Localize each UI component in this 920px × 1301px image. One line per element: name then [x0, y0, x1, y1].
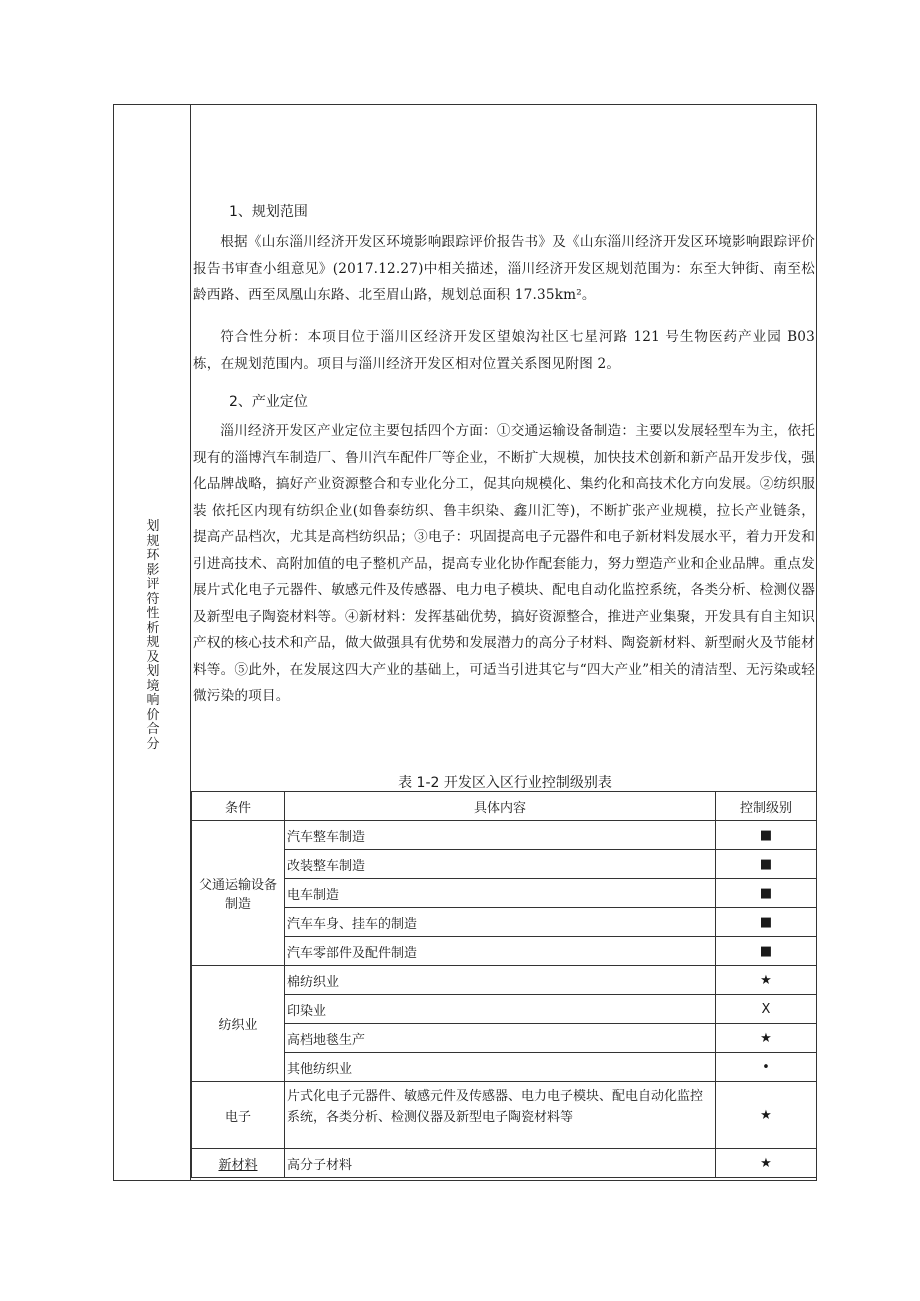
row-item: 棉纺织业 — [285, 966, 716, 995]
table-row — [192, 1053, 817, 1082]
row-level: • — [716, 1053, 817, 1082]
table-row — [192, 850, 817, 879]
row-item: 片式化电子元器件、敏感元件及传感器、电力电子模块、配电自动化监控系统，各类分析、检测仪器及新型电子陶瓷材料等 — [285, 1082, 716, 1149]
table-row — [192, 937, 817, 966]
row-item: 汽车整车制造 — [285, 821, 716, 850]
table-row — [192, 966, 817, 995]
table-row — [192, 879, 817, 908]
side-label-char: 符 — [146, 591, 160, 607]
group-transport: 父通运输设备制造 — [192, 821, 285, 966]
row-level: ★ — [716, 1082, 817, 1149]
side-label-char: 价 — [146, 707, 160, 723]
row-level: X — [716, 995, 817, 1024]
row-item: 印染业 — [285, 995, 716, 1024]
group-materials: 新材料 — [192, 1149, 285, 1178]
side-label-char: 规 — [146, 533, 160, 549]
section1-para1: 根据《山东淄川经济开发区环境影响跟踪评价报告书》及《山东淄川经济开发区环境影响跟踪评价报告书审查小组意见》(2017.12.27)中相关描述，淄川经济开发区规划范围为：东至大钟街、南至松龄西路、西至凤凰山东路、北至眉山路，规划总面积 17.35km²。 — [193, 234, 815, 303]
row-item: 其他纺织业 — [285, 1053, 716, 1082]
side-label-char: 划 — [146, 664, 160, 679]
header-level: 控制级别 — [716, 792, 817, 821]
side-label-char: 境 — [146, 678, 160, 694]
side-label-char: 划 — [146, 519, 160, 534]
group-textile: 纺织业 — [192, 966, 285, 1082]
row-level: ■ — [716, 821, 817, 850]
side-label-char: 环 — [146, 548, 160, 563]
row-level: ■ — [716, 937, 817, 966]
group-electronics: 电子 — [192, 1082, 285, 1149]
section1-heading: 1、规划范围 — [229, 204, 308, 220]
table-caption: 表 1-2 开发区入区行业控制级别表 — [398, 775, 612, 791]
table-header-row — [192, 792, 817, 821]
table-row — [192, 995, 817, 1024]
table-row — [192, 1082, 817, 1149]
row-level: ■ — [716, 908, 817, 937]
table-row — [192, 1024, 817, 1053]
table-row — [192, 908, 817, 937]
control-level-table — [191, 791, 817, 1178]
header-content: 具体内容 — [285, 792, 716, 821]
table-row — [192, 1149, 817, 1178]
side-label-char: 及 — [146, 649, 160, 665]
row-level: ★ — [716, 1149, 817, 1178]
side-label-char: 析 — [146, 620, 160, 636]
side-label-char: 响 — [146, 693, 160, 708]
row-level: ■ — [716, 850, 817, 879]
side-label-char: 影 — [146, 562, 160, 578]
row-item: 汽车车身、挂车的制造 — [285, 908, 716, 937]
side-label-char: 分 — [146, 736, 160, 752]
row-item: 高分子材料 — [285, 1149, 716, 1178]
row-item: 高档地毯生产 — [285, 1024, 716, 1053]
section2-para1: 淄川经济开发区产业定位主要包括四个方面：①交通运输设备制造：主要以发展轻型车为主，依托现有的淄博汽车制造厂、鲁川汽车配件厂等企业，不断扩大规模，加快技术创新和新产品开发步伐，强化品牌战略，搞好产业资源整合和专业化分工，促其向规模化、集约化和高技术化方向发展。②纺织服装 依托区内现有纺织企业(如鲁泰纺织、鲁丰织染、鑫川汇等)，不断扩张产业规模，拉长产业链条，提高产品档次，尤其是高档纺织品；③电子：巩固提高电子元器件和电子新材料发展水平，着力开发和引进高技术、高附加值的电子整机产品，提高专业化协作配套能力，努力塑造产业和企业品牌。重点发展片式化电子元器件、敏感元件及传感器、电力电子模块、配电自动化监控系统，各类分析、检测仪器及新型电子陶瓷材料等。④新材料：发挥基础优势，搞好资源整合，推进产业集聚，开发具有自主知识产权的核心技术和产品，做大做强具有优势和发展潜力的高分子材料、陶瓷新材料、新型耐火及节能材料等。⑤此外，在发展这四大产业的基础上，可适当引进其它与“四大产业”相关的清洁型、无污染或轻微污染的项目。 — [193, 423, 815, 704]
side-label-char: 评 — [146, 577, 160, 592]
section2-heading: 2、产业定位 — [229, 394, 308, 410]
row-item: 电车制造 — [285, 879, 716, 908]
row-item: 改装整车制造 — [285, 850, 716, 879]
row-level: ★ — [716, 966, 817, 995]
side-label-char: 规 — [146, 635, 160, 650]
table-row — [192, 821, 817, 850]
row-level: ★ — [716, 1024, 817, 1053]
row-item: 汽车零部件及配件制造 — [285, 937, 716, 966]
side-label-char: 性 — [146, 606, 160, 621]
header-condition: 条件 — [192, 792, 285, 821]
section1-para2: 符合性分析：本项目位于淄川区经济开发区望娘沟社区七星河路 121 号生物医药产业园 B03 栋，在规划范围内。项目与淄川经济开发区相对位置关系图见附图 2。 — [193, 329, 815, 372]
side-label — [138, 520, 168, 752]
row-level: ■ — [716, 879, 817, 908]
side-label-char: 合 — [146, 722, 160, 737]
